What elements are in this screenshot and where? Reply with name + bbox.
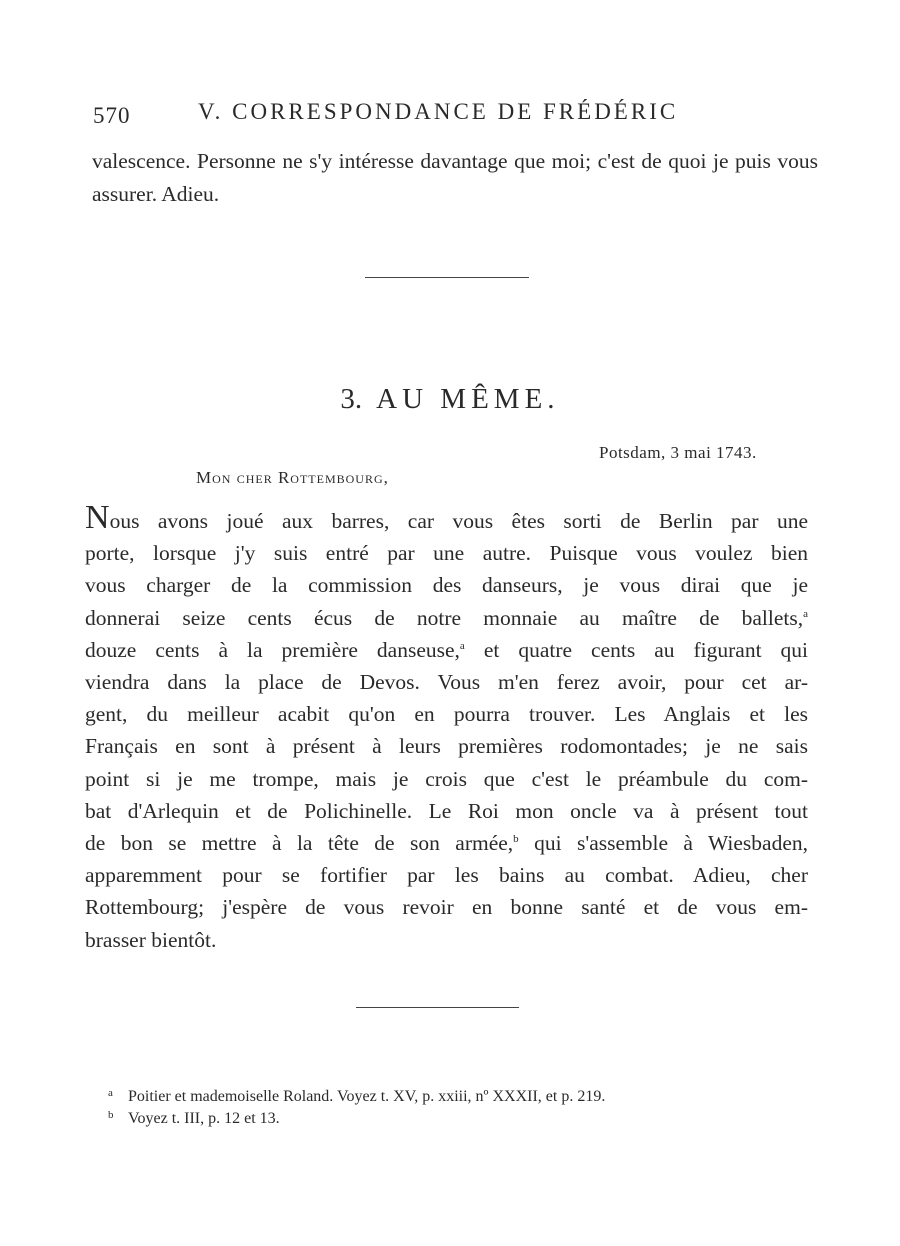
letter-number: 3. (340, 383, 363, 415)
footnote-b (108, 1108, 758, 1130)
drop-cap: N (85, 499, 110, 536)
body-line-text: de bon se mettre à la tête de son armée, (85, 831, 514, 856)
intro-paragraph: valescence. Personne ne s'y intéresse davantage que moi; c'est de quoi je puis vous assurer. Adieu. (92, 149, 818, 206)
body-line-8: Français en sont à présent à leurs premières rodomontades; je ne sais (85, 734, 808, 759)
body-line-text: et quatre cents au figurant qui (483, 637, 809, 662)
separator-rule-bottom (356, 1007, 519, 1008)
footnote-ref-a[interactable]: a (459, 639, 465, 652)
body-line-6: viendra dans la place de Devos. Vous m'en ferez avoir, pour cet ar- (85, 670, 808, 695)
body-line-5 (85, 634, 808, 666)
body-line-7: gent, du meilleur acabit qu'on en pourra trouver. Les Anglais et les (85, 702, 808, 727)
place-date: Potsdam, 3 mai 1743. (599, 443, 757, 462)
page-number: 570 (93, 103, 131, 128)
footnote-a (108, 1086, 758, 1108)
letter-title: AU MÊME. (376, 383, 560, 415)
footnote-mark: a (108, 1087, 113, 1099)
salutation: Mon cher Rottembourg, (196, 468, 389, 487)
body-line-4 (85, 602, 808, 634)
body-line-text: douze cents à la première danseuse, (85, 637, 460, 662)
separator-rule-top (365, 277, 529, 278)
body-line-14: brasser bientôt. (85, 927, 217, 952)
body-line-3: vous charger de la commission des danseurs, je vous dirai que je (85, 573, 808, 598)
footnote-text: Poitier et mademoiselle Roland. Voyez t. XV, p. xxiii, nº XXXII, et p. 219. (128, 1088, 606, 1105)
footnote-ref-a[interactable]: a (803, 607, 808, 620)
body-line-text: ous avons joué aux barres, car vous êtes sorti de Berlin par une (109, 509, 808, 533)
running-head: V. CORRESPONDANCE DE FRÉDÉRIC (198, 99, 679, 124)
body-line-11 (85, 827, 808, 859)
body-line-9: point si je me trompe, mais je crois que c'est le préambule du com- (85, 766, 808, 791)
footnote-mark: b (108, 1109, 114, 1121)
body-line-1 (85, 499, 808, 537)
body-line-text: qui s'assemble à Wiesbaden, (534, 831, 808, 856)
body-line-text: donnerai seize cents écus de notre monnaie au maître de ballets, (85, 605, 804, 630)
footnote-text: Voyez t. III, p. 12 et 13. (128, 1110, 280, 1127)
body-line-13: Rottembourg; j'espère de vous revoir en bonne santé et de vous em- (85, 895, 808, 920)
footnote-ref-b[interactable]: b (513, 832, 519, 845)
footnotes (108, 1086, 758, 1130)
body-line-2: porte, lorsque j'y suis entré par une autre. Puisque vous voulez bien (85, 541, 808, 566)
letter-body (85, 499, 809, 956)
letter-heading (0, 383, 900, 416)
body-line-12: apparemment pour se fortifier par les bains au combat. Adieu, cher (85, 863, 808, 888)
body-line-10: bat d'Arlequin et de Polichinelle. Le Roi mon oncle va à présent tout (85, 798, 808, 823)
